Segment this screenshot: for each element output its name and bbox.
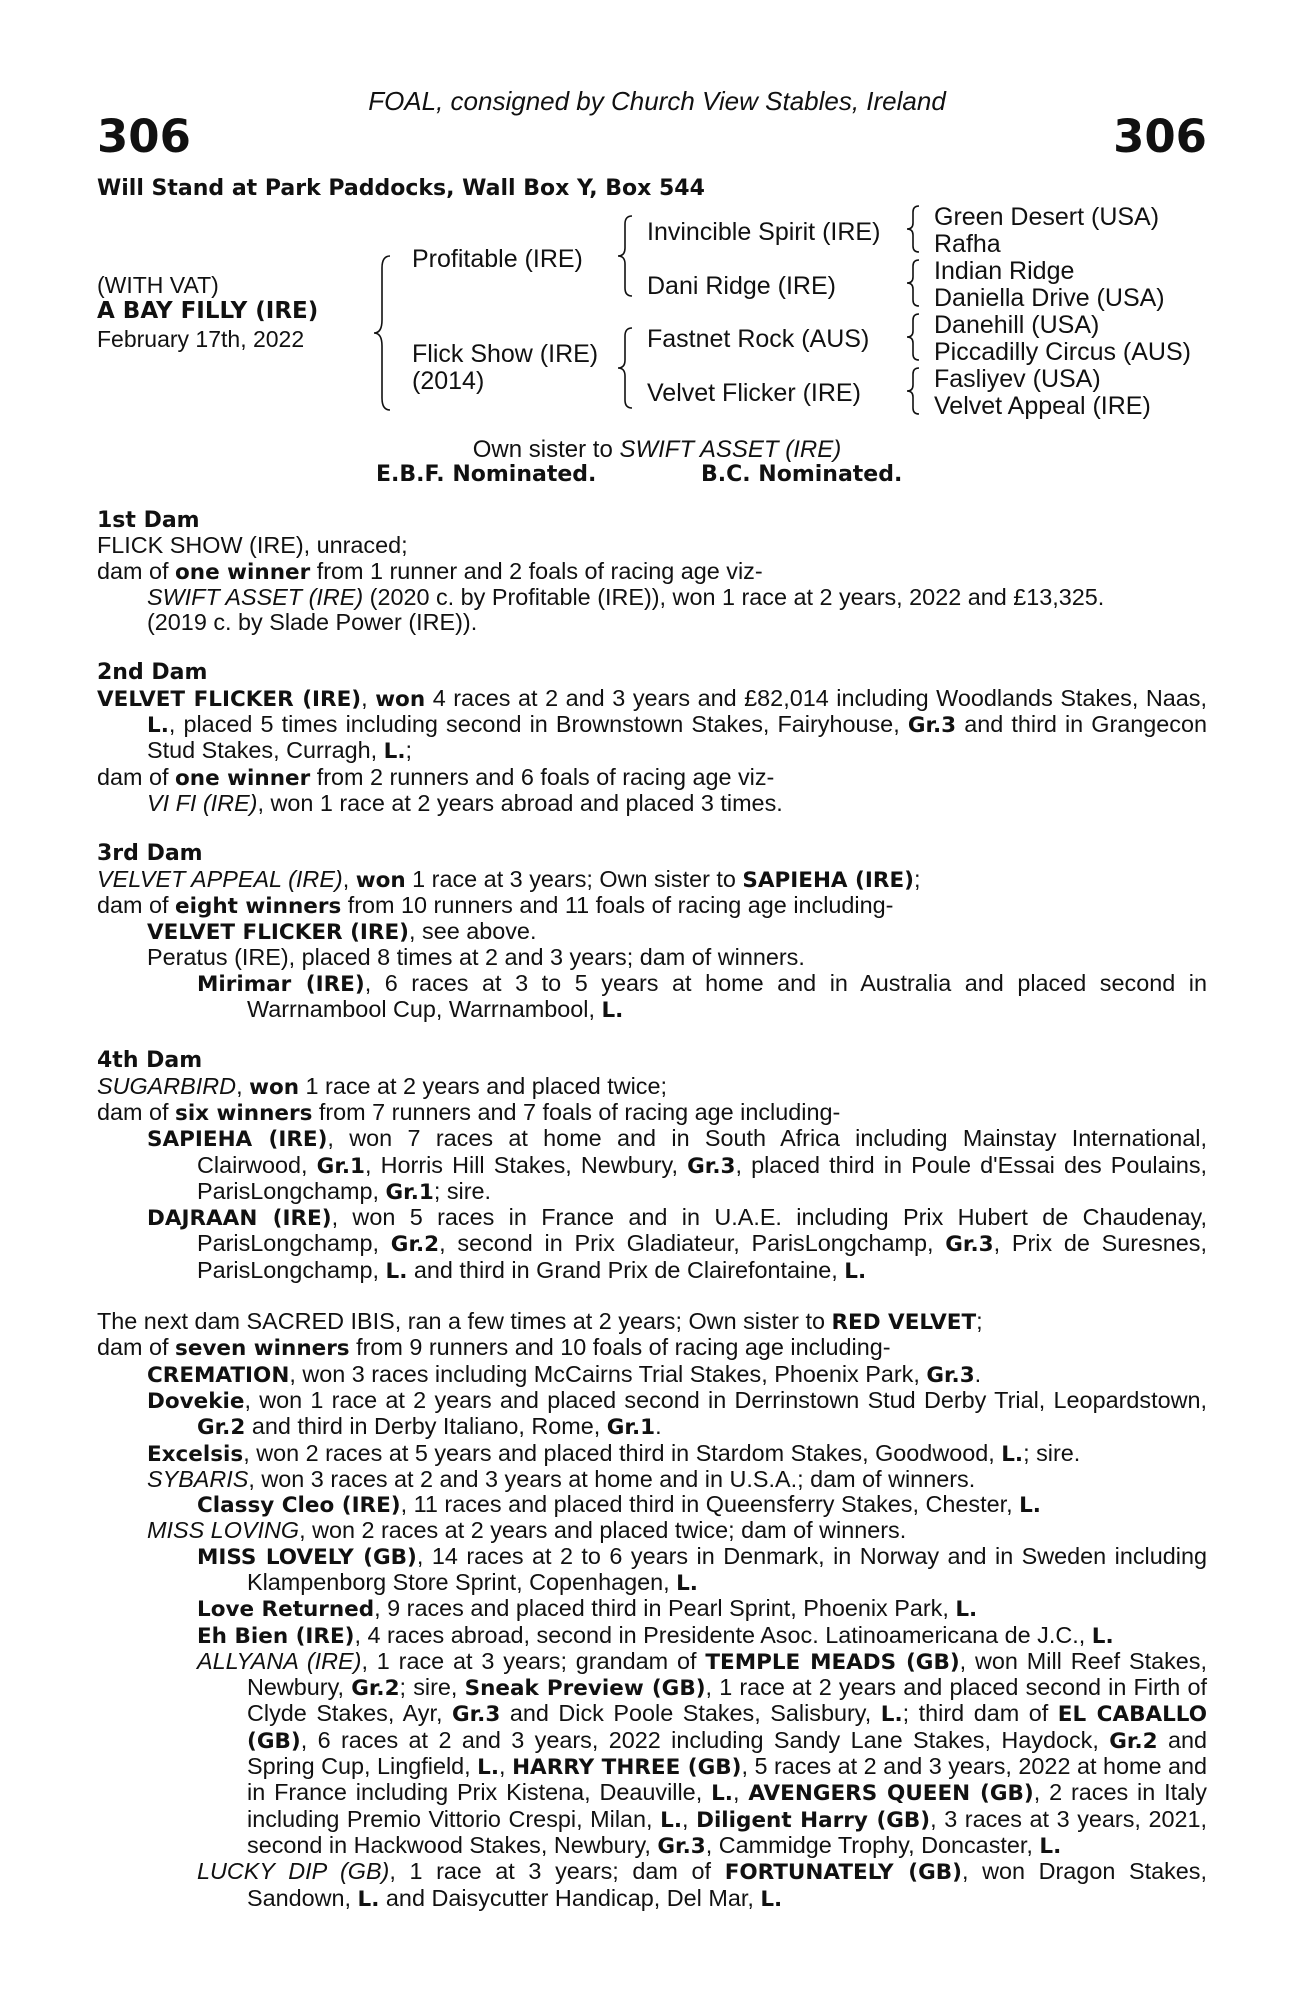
pedigree-brace-ds	[905, 312, 923, 362]
pedigree-dam-dam: Velvet Flicker (IRE)	[647, 379, 861, 407]
pedigree-sire-sire: Invincible Spirit (IRE)	[647, 218, 881, 246]
pedigree-sdd: Daniella Drive (USA)	[934, 284, 1165, 312]
entry-text: and third in Grand Prix de Clairefontaine,	[413, 1256, 838, 1283]
produce-entry	[97, 1467, 1207, 1492]
entry-text: , won Dragon Stakes, Sandown,	[247, 1858, 1207, 1911]
horse-name: Diligent Harry (GB)	[696, 1807, 931, 1833]
horse-name: ALLYANA (IRE)	[197, 1647, 362, 1674]
catalogue-body	[97, 508, 1207, 1912]
dam-of: dam of	[97, 763, 169, 790]
entry-text: , 11 races and placed third in Queensferry Stakes, Chester,	[400, 1491, 1013, 1518]
group-tag: Gr.2	[197, 1415, 246, 1441]
entry-text: and Dick Poole Stakes, Salisbury,	[509, 1700, 872, 1727]
horse-name: DAJRAAN (IRE)	[147, 1206, 332, 1232]
entry-text: .	[974, 1360, 982, 1387]
entry-text: , won 2 races at 5 years and placed third in Stardom Stakes, Goodwood,	[243, 1439, 995, 1466]
horse-name: VI FI (IRE)	[147, 789, 258, 816]
horse-name: Mirimar (IRE)	[197, 971, 365, 997]
dam3-produce	[97, 893, 1207, 919]
dam2-record: VELVET FLICKER (IRE), won 4 races at 2 and 3 years and £82,014 including Woodlands Stakes, Naas, L., placed 5 times including second in Brownstown Stakes, Fairyhouse, Gr.3 and third in Grangecon Stud Stakes, Curragh, L.;	[97, 684, 1208, 765]
horse-name: Classy Cleo (IRE)	[197, 1493, 401, 1519]
produce-entry	[97, 1859, 1207, 1912]
bc-nominated: B.C. Nominated.	[701, 462, 903, 487]
pedigree-dam-sire: Fastnet Rock (AUS)	[647, 325, 870, 353]
dam4-record: SUGARBIRD, won 1 race at 2 years and placed twice;	[97, 1072, 667, 1100]
horse-name: Excelsis	[147, 1441, 244, 1467]
group-tag: Gr.3	[451, 1702, 501, 1728]
dam1-produce	[97, 559, 1207, 585]
horse-name: Dovekie	[147, 1388, 245, 1414]
entry-text: , won 7 races at home and in South Africa including Mainstay International, Clairwood,	[197, 1125, 1207, 1178]
horse-name: SAPIEHA (IRE)	[147, 1127, 328, 1153]
winner-count: eight winners	[175, 893, 342, 919]
entry-text: ; sire,	[399, 1674, 458, 1701]
group-tag: Gr.3	[945, 1232, 994, 1258]
runner-summary: from 7 runners and 7 foals of racing age including-	[318, 1098, 841, 1125]
entry-text: , 5 races at 2 and 3 years, 2022 at home and in France including Prix Kistena, Deauville,	[247, 1753, 1208, 1806]
pedigree-dds: Fasliyev (USA)	[934, 365, 1101, 393]
produce-entry	[97, 1623, 1207, 1649]
produce-entry	[97, 1205, 1207, 1284]
produce-entry	[97, 945, 1207, 970]
listed-tag: L.	[477, 1755, 500, 1781]
runner-summary: from 2 runners and 6 foals of racing age viz-	[316, 763, 775, 790]
dam4-produce	[97, 1100, 1207, 1126]
winner-count: one winner	[175, 765, 311, 791]
horse-name: FORTUNATELY (GB)	[724, 1860, 962, 1886]
listed-tag: L.	[660, 1807, 683, 1833]
lot-number-right: 306	[1113, 110, 1207, 163]
entry-text: , placed third in Poule d'Essai des Poulains, ParisLongchamp,	[197, 1151, 1208, 1204]
horse-name: SWIFT ASSET (IRE)	[147, 583, 364, 610]
own-sister-note	[0, 436, 1314, 464]
produce-entry	[97, 1596, 1207, 1622]
won-label: won	[375, 686, 426, 712]
listed-tag: L.	[844, 1258, 867, 1284]
runner-summary: from 9 runners and 10 foals of racing age including-	[356, 1334, 891, 1361]
entry-text: ,	[732, 1779, 740, 1806]
winner-count: six winners	[175, 1100, 313, 1126]
group-tag: Gr.2	[390, 1232, 440, 1258]
produce-entry	[97, 1388, 1207, 1441]
horse-name: CREMATION	[147, 1362, 290, 1388]
produce-entry	[97, 1649, 1207, 1859]
entry-text: ,	[682, 1805, 689, 1832]
horse-name: AVENGERS QUEEN (GB)	[748, 1781, 1034, 1807]
produce-entry	[97, 971, 1207, 1024]
listed-tag: L.	[711, 1781, 733, 1807]
entry-text: , won 1 race at 2 years abroad and placed 3 times.	[257, 789, 783, 816]
next-dam-produce	[97, 1335, 1207, 1361]
entry-text: 1 race at 2 years and placed twice;	[305, 1072, 667, 1099]
listed-tag: L.	[955, 1597, 978, 1623]
entry-text: ; sire.	[433, 1177, 492, 1204]
entry-text: and Daisycutter Handicap, Del Mar,	[385, 1884, 754, 1911]
entry-text: .	[655, 1413, 662, 1440]
entry-text: , see above.	[409, 918, 537, 945]
entry-text: 4 races at 2 and 3 years and £82,014 including Woodlands Stakes, Naas,	[432, 684, 1207, 711]
stand-location: Will Stand at Park Paddocks, Wall Box Y, Box 544	[97, 176, 705, 201]
own-sister-name: SWIFT ASSET (IRE)	[619, 436, 842, 463]
horse-name: Love Returned	[197, 1597, 375, 1623]
produce-entry	[97, 1441, 1207, 1467]
horse-name: Eh Bien (IRE)	[197, 1623, 355, 1649]
produce-entry	[97, 585, 1207, 610]
entry-text: , won 3 races at 2 and 3 years at home and in U.S.A.; dam of winners.	[248, 1465, 976, 1492]
entry-text: , Horris Hill Stakes, Newbury,	[364, 1151, 678, 1178]
entry-text: , won Mill Reef Stakes, Newbury,	[247, 1647, 1207, 1701]
pedigree-brace-main	[372, 254, 394, 412]
pedigree-brace-ss	[905, 204, 923, 254]
consignor-line: FOAL, consigned by Church View Stables, Ireland	[368, 86, 946, 116]
horse-name: EL CABALLO (GB)	[247, 1702, 1208, 1754]
listed-tag: L.	[357, 1886, 380, 1912]
entry-text: , second in Prix Gladiateur, ParisLongchamp,	[439, 1230, 934, 1257]
pedigree-dsd: Piccadilly Circus (AUS)	[934, 338, 1191, 366]
dam-of: dam of	[97, 557, 169, 584]
group-tag: Gr.1	[606, 1415, 656, 1441]
entry-text: , won 3 races including McCairns Trial Stakes, Phoenix Park,	[289, 1360, 920, 1387]
pedigree-sire: Profitable (IRE)	[412, 245, 583, 273]
section-heading-4th-dam: 4th Dam	[97, 1048, 203, 1074]
dam3-record: VELVET APPEAL (IRE), won 1 race at 3 years; Own sister to SAPIEHA (IRE);	[97, 865, 921, 893]
section-heading-2nd-dam: 2nd Dam	[97, 660, 208, 686]
horse-name: VELVET APPEAL (IRE)	[97, 865, 343, 892]
group-tag: Gr.2	[351, 1676, 400, 1702]
pedigree-ssd: Rafha	[934, 230, 1001, 258]
pedigree-dss: Danehill (USA)	[934, 311, 1100, 339]
entry-text: ,	[499, 1753, 506, 1780]
entry-text: 1 race at 3 years; Own sister to	[412, 865, 736, 892]
horse-name: TEMPLE MEADS (GB)	[705, 1649, 960, 1675]
horse-name: MISS LOVING	[147, 1517, 300, 1544]
runner-summary: from 1 runner and 2 foals of racing age viz-	[316, 557, 763, 584]
group-tag: Gr.1	[385, 1179, 434, 1205]
pedigree-dam-year: (2014)	[412, 367, 485, 395]
lot-title: A BAY FILLY (IRE)	[97, 298, 319, 324]
entry-text: and third in Grangecon Stud Stakes, Curragh,	[147, 711, 1208, 764]
dam-of: dam of	[97, 1098, 169, 1125]
entry-text: and Spring Cup, Lingfield,	[247, 1726, 1208, 1780]
horse-name: LUCKY DIP (GB)	[197, 1858, 390, 1885]
group-tag: Gr.3	[926, 1362, 975, 1388]
entry-text: and third in Derby Italiano, Rome,	[251, 1413, 601, 1440]
entry-text: ;	[913, 865, 921, 892]
dam1-line: FLICK SHOW (IRE), unraced;	[97, 532, 408, 559]
entry-text: , won 5 races in France and in U.A.E. including Prix Hubert de Chaudenay, ParisLongchamp,	[197, 1204, 1207, 1257]
produce-entry	[97, 1544, 1207, 1597]
dam2-produce	[97, 765, 1207, 791]
lot-number-left: 306	[97, 110, 191, 163]
date-of-birth: February 17th, 2022	[97, 326, 305, 352]
entry-text: , 2 races in Italy including Premio Vittorio Crespi, Milan,	[247, 1779, 1208, 1832]
entry-text: , won 1 race at 2 years and placed second in Derrinstown Stud Derby Trial, Leopardstown,	[244, 1386, 1207, 1413]
winner-count: one winner	[175, 559, 311, 585]
entry-text: (2020 c. by Profitable (IRE)), won 1 race at 2 years, 2022 and £13,325.	[369, 583, 1105, 610]
entry-text: , 6 races at 2 and 3 years, 2022 including Sandy Lane Stakes, Haydock,	[300, 1726, 1099, 1753]
entry-text: , 9 races and placed third in Pearl Sprint, Phoenix Park,	[374, 1595, 949, 1622]
pedigree-dam: Flick Show (IRE)	[412, 340, 599, 368]
winner-count: seven winners	[175, 1336, 350, 1362]
produce-entry	[97, 791, 1207, 816]
won-label: won	[355, 867, 406, 893]
produce-entry	[97, 919, 1207, 945]
entry-text: ;	[405, 737, 413, 764]
entry-text: , 6 races at 3 to 5 years at home and in Australia and placed second in Warrnambool Cup, Warrnambool,	[247, 969, 1207, 1023]
entry-text: ; sire.	[1023, 1439, 1081, 1466]
won-label: won	[249, 1074, 300, 1100]
listed-tag: L.	[760, 1886, 783, 1912]
pedigree-brace-sire	[616, 214, 636, 298]
horse-name: VELVET FLICKER (IRE)	[97, 686, 362, 712]
entry-text: (2019 c. by Slade Power (IRE)).	[147, 609, 478, 636]
listed-tag: L.	[1019, 1493, 1041, 1519]
group-tag: Gr.3	[657, 1833, 706, 1859]
listed-tag: L.	[601, 998, 624, 1024]
group-tag: Gr.3	[907, 713, 957, 739]
entry-text: ; third dam of	[902, 1700, 1049, 1727]
pedigree-brace-dam	[616, 326, 636, 410]
group-tag: Gr.2	[1109, 1728, 1158, 1754]
produce-entry	[97, 1518, 1207, 1543]
listed-tag: L.	[880, 1702, 903, 1728]
listed-tag: L.	[147, 713, 169, 739]
pedigree-ddd: Velvet Appeal (IRE)	[934, 392, 1151, 420]
section-heading-3rd-dam: 3rd Dam	[97, 841, 203, 867]
listed-tag: L.	[385, 1258, 408, 1284]
entry-text: Peratus (IRE), placed 8 times at 2 and 3 years; dam of winners.	[147, 944, 805, 971]
pedigree-brace-dd	[905, 366, 923, 416]
vat-note: (WITH VAT)	[97, 272, 219, 298]
listed-tag: L.	[676, 1570, 698, 1596]
horse-name: Sneak Preview (GB)	[464, 1676, 706, 1702]
produce-entry	[97, 1362, 1207, 1388]
pedigree-sire-dam: Dani Ridge (IRE)	[647, 272, 836, 300]
dam-of: dam of	[97, 1334, 169, 1361]
entry-text: The next dam SACRED IBIS, ran a few times at 2 years; Own sister to	[97, 1308, 825, 1335]
dam-of: dam of	[97, 891, 169, 918]
next-dam-record	[97, 1309, 1207, 1335]
horse-name: SYBARIS	[147, 1465, 249, 1492]
entry-text: , won 2 races at 2 years and placed twice; dam of winners.	[299, 1517, 907, 1544]
horse-name: MISS LOVELY (GB)	[197, 1544, 417, 1570]
pedigree-brace-sd	[905, 258, 923, 308]
group-tag: Gr.3	[687, 1153, 736, 1179]
entry-text: , 4 races abroad, second in Presidente Asoc. Latinoamericana de J.C.,	[354, 1621, 1086, 1648]
own-sister-prefix: Own sister to	[472, 436, 613, 463]
entry-text: , 1 race at 3 years; grandam of	[361, 1647, 697, 1674]
entry-text: ;	[976, 1308, 983, 1335]
runner-summary: from 10 runners and 11 foals of racing age including-	[347, 891, 894, 918]
entry-text: , 3 races at 3 years, 2021, second in Hackwood Stakes, Newbury,	[247, 1805, 1208, 1858]
entry-text: , 1 race at 3 years; dam of	[389, 1858, 712, 1885]
listed-tag: L.	[383, 739, 406, 765]
produce-entry	[97, 1126, 1207, 1205]
sister-name: SAPIEHA (IRE)	[742, 867, 914, 893]
sister-name: RED VELVET	[831, 1310, 977, 1336]
entry-text: , 14 races at 2 to 6 years in Denmark, in Norway and in Sweden including Klampenborg Store Sprint, Copenhagen,	[247, 1542, 1207, 1595]
entry-text: , 1 race at 2 years and placed second in Firth of Clyde Stakes, Ayr,	[247, 1674, 1207, 1727]
listed-tag: L.	[1091, 1623, 1114, 1649]
section-heading-1st-dam: 1st Dam	[97, 508, 200, 533]
horse-name: HARRY THREE (GB)	[512, 1755, 742, 1781]
ebf-nominated: E.B.F. Nominated.	[376, 462, 597, 487]
entry-text: , placed 5 times including second in Brownstown Stakes, Fairyhouse,	[168, 711, 900, 738]
produce-entry	[97, 610, 1207, 635]
horse-name: VELVET FLICKER (IRE)	[147, 920, 409, 946]
pedigree-sds: Indian Ridge	[934, 257, 1075, 285]
listed-tag: L.	[1039, 1833, 1062, 1859]
listed-tag: L.	[1001, 1441, 1024, 1467]
horse-name: SUGARBIRD	[97, 1072, 237, 1099]
produce-entry	[97, 1492, 1207, 1518]
group-tag: Gr.1	[316, 1153, 365, 1179]
pedigree-sss: Green Desert (USA)	[934, 203, 1160, 231]
entry-text: , Prix de Suresnes, ParisLongchamp,	[197, 1230, 1207, 1283]
entry-text: , Cammidge Trophy, Doncaster,	[705, 1831, 1033, 1858]
